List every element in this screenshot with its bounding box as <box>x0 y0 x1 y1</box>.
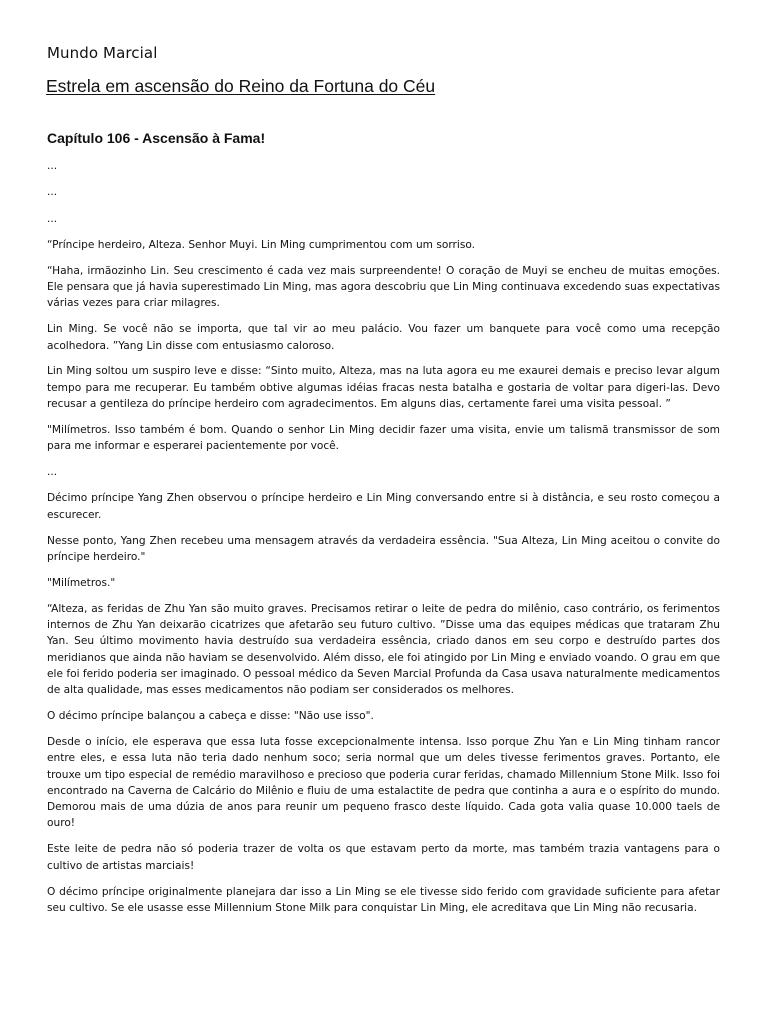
chapter-body <box>47 158 720 926</box>
paragraph: "Milímetros." <box>47 576 116 589</box>
ellipsis-paragraph: ... <box>47 466 58 479</box>
paragraph: O décimo príncipe originalmente planejara dar isso a Lin Ming se ele tivesse sido ferido com gravidade suficiente para afetar seu cultivo. Se ele usasse esse Millennium Stone Milk para conquistar Lin Ming, ele acreditava que Lin Ming não recusaria. <box>47 885 720 914</box>
paragraph: "Milímetros. Isso também é bom. Quando o senhor Lin Ming decidir fazer uma visita, envie um talismã transmissor de som para me informar e esperarei pacientemente por você. <box>47 423 720 453</box>
book-title: Estrela em ascensão do Reino da Fortuna do Céu <box>46 76 436 96</box>
paragraph: Este leite de pedra não só poderia trazer de volta os que estavam perto da morte, mas também trazia vantagens para o cultivo de artistas marciais! <box>47 843 720 872</box>
paragraph: “Príncipe herdeiro, Alteza. Senhor Muyi. Lin Ming cumprimentou com um sorriso. <box>47 238 476 251</box>
series-name: Mundo Marcial <box>47 44 158 62</box>
chapter-heading: Capítulo 106 - Ascensão à Fama! <box>47 130 266 146</box>
paragraph: Desde o início, ele esperava que essa luta fosse excepcionalmente intensa. Isso porque Zhu Yan e Lin Ming tinham rancor entre eles, e essa luta não teria dado nenhum soco; seria normal que um deles tivesse ferimentos graves. Portanto, ele trouxe um tipo especial de remédio maravilhoso e precioso que poderia curar feridas, chamado Millennium Stone Milk. Isso foi encontrado na Caverna de Calcário do Milênio e fluiu de uma estalactite de pedra que continha a aura e o espírito do mundo. Demorou mais de uma dúzia de anos para reunir um pequeno frasco deste líquido. Cada gota valia quase 10.000 taels de ouro! <box>47 735 720 830</box>
paragraph: “Haha, irmãozinho Lin. Seu crescimento é cada vez mais surpreendente! O coração de Muyi se encheu de muitas emoções. Ele pensara que já havia superestimado Lin Ming, mas agora descobriu que Lin Ming continuava excedendo suas expectativas várias vezes para criar milagres. <box>47 264 720 310</box>
paragraph: Nesse ponto, Yang Zhen recebeu uma mensagem através da verdadeira essência. "Sua Alteza, Lin Ming aceitou o convite do príncipe herdeiro." <box>47 534 720 563</box>
ellipsis-paragraph: ... <box>47 186 58 199</box>
ellipsis-paragraph: ... <box>47 160 58 172</box>
ellipsis-paragraph: ... <box>47 212 58 225</box>
paragraph: “Alteza, as feridas de Zhu Yan são muito graves. Precisamos retirar o leite de pedra do milênio, caso contrário, os ferimentos internos de Zhu Yan deixarão cicatrizes que afetarão seu futuro cultivo. ”Disse uma das equipes médicas que trataram Zhu Yan. Seu último movimento havia destruído sua verdadeira essência, criado danos em seu corpo e destruído partes dos meridianos que ainda não haviam se desenvolvido. Além disso, ele foi atingido por Lin Ming e enviado voando. O grau em que ele foi ferido poderia ser imaginado. O pessoal médico da Seven Marcial Profunda da Casa usava naturalmente medicamentos de alta qualidade, mas esses medicamentos não podiam ser considerados os melhores. <box>47 602 720 697</box>
paragraph: Décimo príncipe Yang Zhen observou o príncipe herdeiro e Lin Ming conversando entre si à distância, e seu rosto começou a escurecer. <box>47 492 720 521</box>
paragraph: Lin Ming soltou um suspiro leve e disse: “Sinto muito, Alteza, mas na luta agora eu me exaurei demais e preciso levar algum tempo para me recuperar. Eu também obtive algumas idéias fracas nesta batalha e gostaria de voltar para digeri-las. Devo recusar a gentileza do príncipe herdeiro com agradecimentos. Em alguns dias, certamente farei uma visita pessoal. ” <box>47 365 720 411</box>
paragraph: Lin Ming. Se você não se importa, que tal vir ao meu palácio. Vou fazer um banquete para você como uma recepção acolhedora. ”Yang Lin disse com entusiasmo caloroso. <box>47 323 720 352</box>
paragraph: O décimo príncipe balançou a cabeça e disse: "Não use isso". <box>47 710 374 723</box>
